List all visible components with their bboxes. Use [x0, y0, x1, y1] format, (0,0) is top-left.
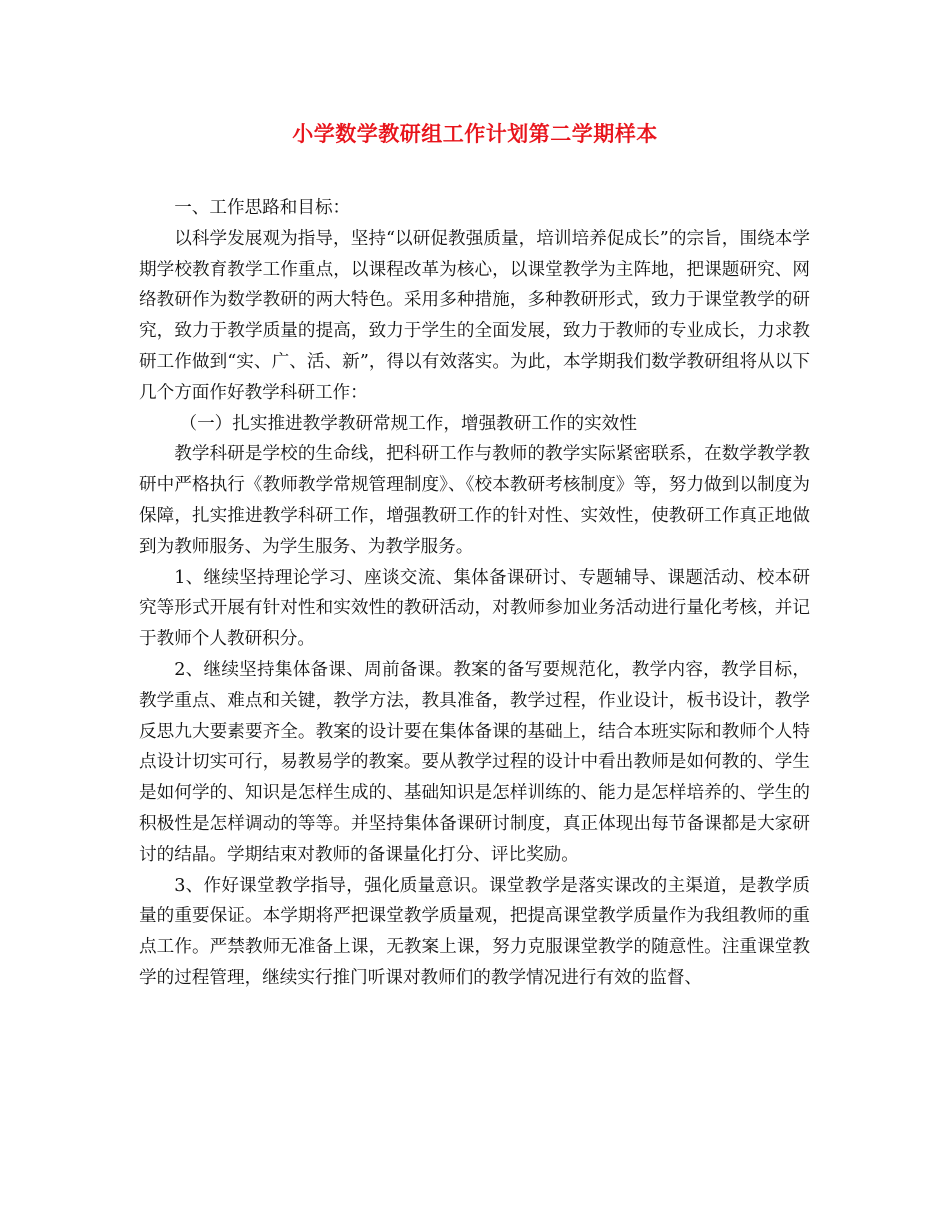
section-heading: 一、工作思路和目标： — [174, 198, 351, 218]
subsection-heading: （一）扎实推进教学教研常规工作，增强教研工作的实效性 — [179, 413, 637, 434]
paragraph: 教学科研是学校的生命线，把科研工作与教师的教学实际紧密联系，在数学教学教研中严格执行《教师教学常规管理制度》、《校本教研考核制度》等，努力做到以制度为保障，扎实推进教学科研工作，增强教研工作的针对性、实效性，使教研工作真正地做到为教师服务、为学生服务、为教学服务。 — [139, 444, 810, 557]
document-body — [139, 193, 810, 994]
paragraph: 2、继续坚持集体备课、周前备课。教案的备写要规范化，教学内容，教学目标，教学重点、难点和关键，教学方法，教具准备，教学过程，作业设计，板书设计，教学反思九大要素要齐全。教案的设计要在集体备课的基础上，结合本班实际和教师个人特点设计切实可行，易教易学的教案。要从教学过程的设计中看出教师是如何教的、学生是如何学的、知识是怎样生成的、基础知识是怎样训练的、能力是怎样培养的、学生的积极性是怎样调动的等等。并坚持集体备课研讨制度，真正体现出每节备课都是大家研讨的结晶。学期结束对教师的备课量化打分、评比奖励。 — [139, 659, 810, 865]
paragraph: 3、作好课堂教学指导，强化质量意识。课堂教学是落实课改的主渠道，是教学质量的重要保证。本学期将严把课堂教学质量观，把提高课堂教学质量作为我组教师的重点工作。严禁教师无准备上课，无教案上课，努力克服课堂教学的随意性。注重课堂教学的过程管理，继续实行推门听课对教师们的教学情况进行有效的监督、 — [139, 875, 810, 988]
paragraph: 1、继续坚持理论学习、座谈交流、集体备课研讨、专题辅导、课题活动、校本研究等形式开展有针对性和实效性的教研活动，对教师参加业务活动进行量化考核，并记于教师个人教研积分。 — [139, 567, 810, 650]
document-title: 小学数学教研组工作计划第二学期样本 — [292, 121, 658, 146]
paragraph: 以科学发展观为指导，坚持“以研促教强质量，培训培养促成长”的宗旨，围绕本学期学校教育教学工作重点，以课程改革为核心，以课堂教学为主阵地，把课题研究、网络教研作为数学教研的两大特色。采用多种措施，多种教研形式，致力于课堂教学的研究，致力于教学质量的提高，致力于学生的全面发展，致力于教师的专业成长，力求教研工作做到“实、广、活、新”，得以有效落实。为此，本学期我们数学教研组将从以下几个方面作好教学科研工作： — [139, 228, 810, 403]
